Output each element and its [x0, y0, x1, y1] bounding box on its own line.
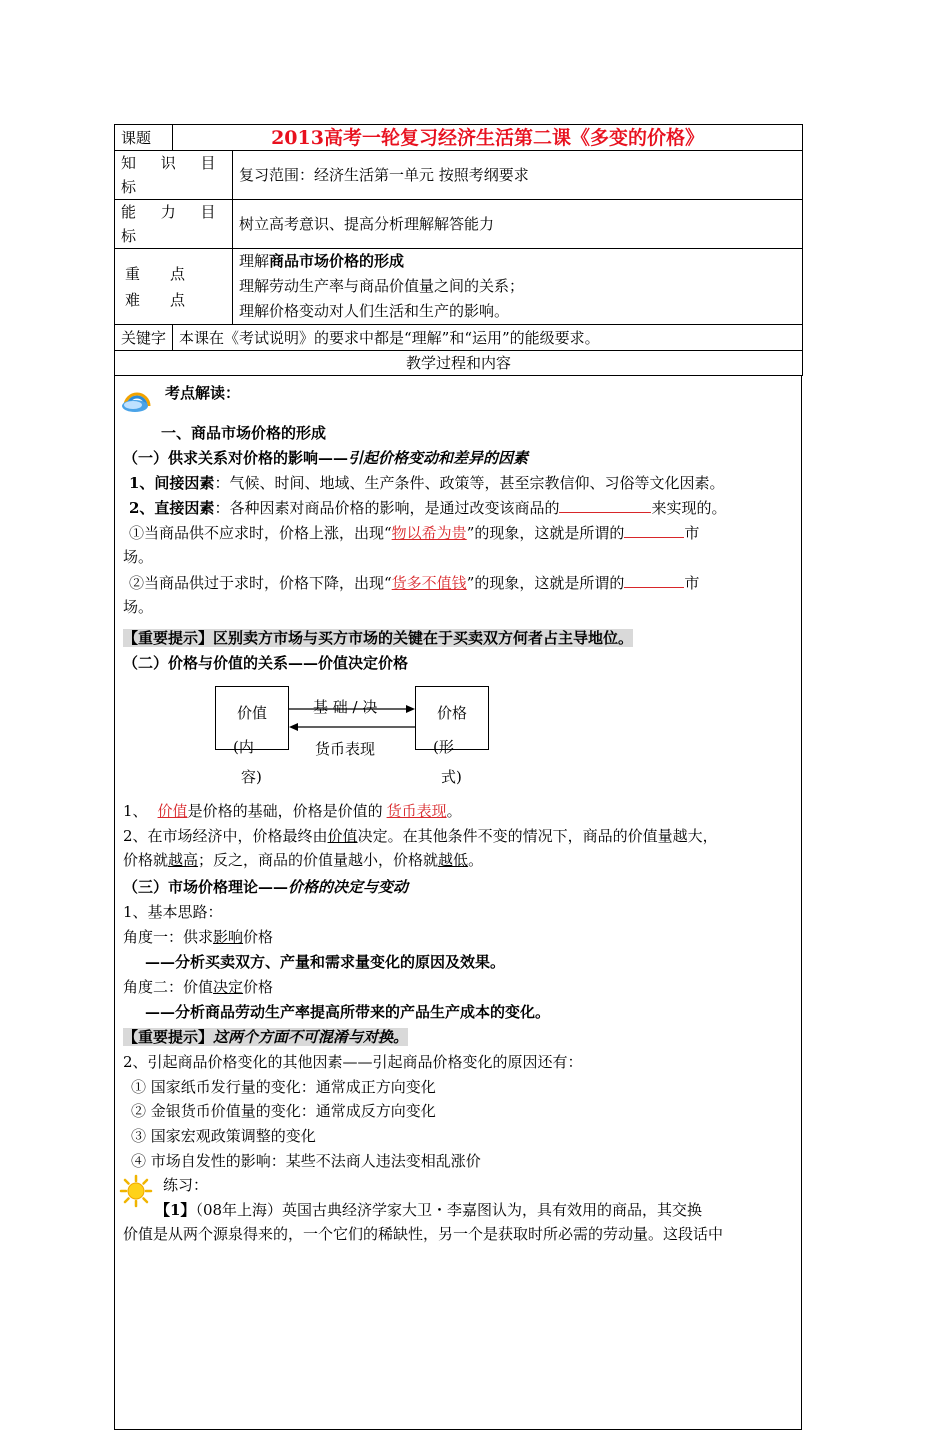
arrow-top-label: 基 础 / 决	[313, 698, 378, 716]
value-price-line-2: 2、在市场经济中，价格最终由价值决定。在其他条件不变的情况下，商品的价值量越大，	[123, 827, 718, 845]
price-form-label-2: 式)	[441, 768, 462, 786]
factor-item: ③ 国家宏观政策调整的变化	[131, 1127, 316, 1145]
key-bold: 商品市场价格的形成	[269, 252, 405, 270]
document-page	[114, 124, 802, 1430]
subsection-1-heading: （一）供求关系对价格的影响——引起价格变动和差异的因素	[123, 449, 529, 467]
practice-heading: 练习：	[163, 1176, 209, 1194]
cloud-rainbow-icon	[119, 384, 155, 414]
buyer-market-line: ②当商品供过于求时，价格下降，出现“货多不值钱”的现象，这就是所谓的 市	[129, 574, 700, 592]
key-line-2: 理解劳动生产率与商品价值量之间的关系；	[239, 277, 525, 295]
angle-1-desc: ——分析买卖双方、产量和需求量变化的原因及效果。	[145, 953, 506, 971]
knowledge-goal-label: 知 识 目 标	[115, 151, 233, 200]
lesson-info-table	[114, 124, 803, 376]
price-form-label-1: (形	[433, 738, 454, 756]
question-1-line-1: 【1】（08年上海）英国古典经济学家大卫・李嘉图认为，具有效用的商品，其交换	[155, 1201, 703, 1219]
angle-2-desc: ——分析商品劳动生产率提高所带来的产品生产成本的变化。	[145, 1003, 551, 1021]
subsection-3-heading: （三）市场价格理论——价格的决定与变动	[123, 878, 409, 896]
factor-item: ② 金银货币价值量的变化：通常成反方向变化	[131, 1102, 436, 1120]
process-heading: 教学过程和内容	[115, 351, 803, 376]
buyer-market-line-end: 场。	[123, 598, 154, 616]
difficulty-label: 难 点	[125, 290, 186, 309]
blank-field	[624, 523, 684, 538]
page-title: 2013高考一轮复习经济生活第二课《多变的价格》	[173, 125, 803, 151]
key-prefix: 理解	[239, 252, 270, 270]
sun-icon	[119, 1174, 153, 1208]
blank-field	[624, 573, 684, 588]
subsection-2-heading: （二）价格与价值的关系——价值决定价格	[123, 654, 409, 672]
factor-item: ① 国家纸币发行量的变化：通常成正方向变化	[131, 1078, 436, 1096]
value-price-line-1: 1、 价值是价格的基础，价格是价值的 货币表现。	[123, 802, 462, 820]
blank-field	[559, 498, 651, 513]
teaching-content	[114, 376, 802, 1430]
section-1-heading: 一、商品市场价格的形成	[161, 424, 327, 442]
keyword-value: 本课在《考试说明》的要求中都是“理解”和“运用”的能级要求。	[173, 325, 803, 351]
kaodian-heading: 考点解读：	[165, 384, 241, 402]
key-line-3: 理解价格变动对人们生活和生产的影响。	[239, 302, 510, 320]
value-box: 价值	[215, 686, 289, 750]
arrow-bottom-label: 货币表现	[315, 740, 376, 758]
factor-item: ④ 市场自发性的影响：某些不法商人违法变相乱涨价	[131, 1152, 481, 1170]
topic-label: 课题	[115, 125, 173, 151]
ability-goal-label: 能 力 目 标	[115, 200, 233, 249]
basic-idea: 1、基本思路：	[123, 903, 223, 921]
other-factors-heading: 2、引起商品价格变化的其他因素——引起商品价格变化的原因还有：	[123, 1053, 583, 1071]
keyword-label: 关键字	[115, 325, 173, 351]
indirect-factors: 1、间接因素：气候、时间、地域、生产条件、政策等，甚至宗教信仰、习俗等文化因素。	[129, 474, 725, 492]
value-price-line-3: 价格就越高；反之，商品的价值量越小，价格就越低。	[123, 851, 484, 869]
direct-factors: 2、直接因素：各种因素对商品价格的影响，是通过改变该商品的 来实现的。	[129, 499, 727, 517]
question-1-line-2: 价值是从两个源泉得来的，一个它们的稀缺性，另一个是获取时所必需的劳动量。这段话中	[123, 1225, 724, 1243]
seller-market-line-end: 场。	[123, 548, 154, 566]
important-tip-2: 【重要提示】这两个方面不可混淆与对换。	[123, 1028, 409, 1046]
key-difficulty-value	[233, 249, 803, 325]
key-label: 重 点	[125, 264, 186, 283]
knowledge-goal-value: 复习范围：经济生活第一单元 按照考纲要求	[233, 151, 803, 200]
ability-goal-value: 树立高考意识、提高分析理解解答能力	[233, 200, 803, 249]
angle-2: 角度二：价值决定价格	[123, 978, 274, 996]
key-difficulty-label	[115, 249, 233, 325]
seller-market-line: ①当商品供不应求时，价格上涨，出现“物以希为贵”的现象，这就是所谓的 市	[129, 524, 700, 542]
angle-1: 角度一：供求影响价格	[123, 928, 274, 946]
value-content-label-2: 容)	[241, 768, 262, 786]
price-box: 价格	[415, 686, 489, 750]
value-content-label-1: (内	[233, 738, 254, 756]
important-tip-1: 【重要提示】区别卖方市场与买方市场的关键在于买卖双方何者占主导地位。	[123, 629, 634, 647]
